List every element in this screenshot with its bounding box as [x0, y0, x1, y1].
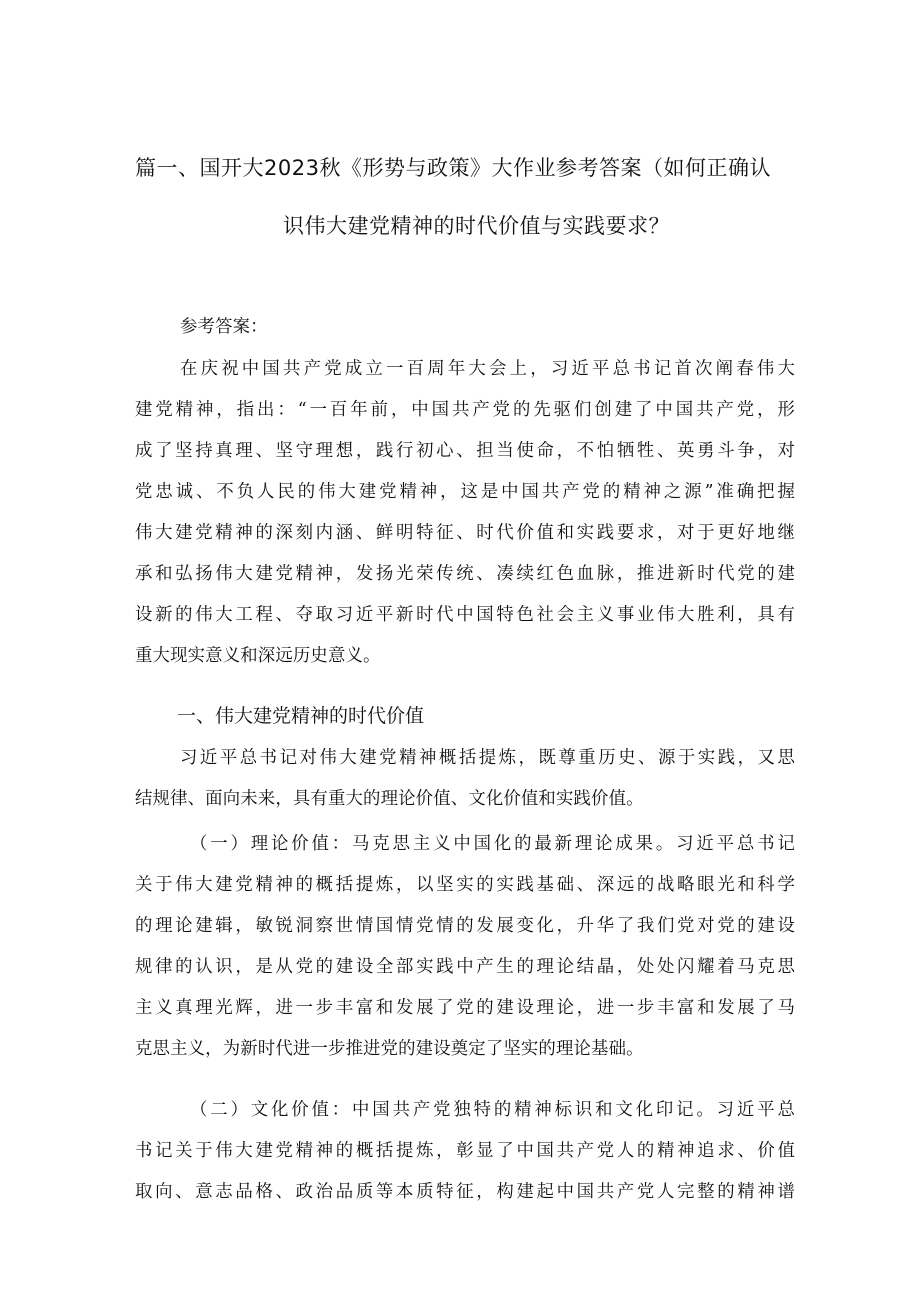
- section-heading: 一、伟大建党精神的时代价值: [177, 705, 425, 727]
- paragraph-line: 关于伟大建党精神的概括提炼，以坚实的实践基础、深远的战略眼光和科学: [135, 875, 795, 895]
- document-title-line-1: 篇一、国开大2023秋《形势与政策》大作业参考答案（如何正确认: [135, 156, 771, 180]
- paragraph-line: 克思主义，为新时代进一步推进党的建设奠定了坚实的理论基础。: [135, 1039, 644, 1059]
- document-title-line-2: 识伟大建党精神的时代价值与实践要求？: [283, 214, 670, 238]
- paragraph-line: 书记关于伟大建党精神的概括提炼，彰显了中国共产党人的精神追求、价值: [135, 1141, 795, 1161]
- paragraph-line: 成了坚持真理、坚守理想，践行初心、担当使命，不怕牺牲、英勇斗争，对: [135, 441, 795, 461]
- paragraph-line: 规律的认识，是从党的建设全部实践中产生的理论结晶，处处闪耀着马克思: [135, 957, 795, 977]
- paragraph-line: （一）理论价值：马克思主义中国化的最新理论成果。习近平总书记: [190, 834, 795, 854]
- paragraph-line: 在庆祝中国共产党成立一百周年大会上，习近平总书记首次阐春伟大: [180, 359, 795, 379]
- answer-label: 参考答案：: [180, 317, 268, 337]
- paragraph-line: 党忠诚、不负人民的伟大建党精神，这是中国共产党的精神之源”准确把握: [135, 482, 795, 502]
- paragraph-line: 重大现实意义和深远历史意义。: [135, 646, 381, 666]
- paragraph-line: 结规律、面向未来，具有重大的理论价值、文化价值和实践价值。: [135, 789, 644, 809]
- paragraph-line: 的理论建辑，敏锐洞察世情国情党情的发展变化，升华了我们党对党的建设: [135, 916, 795, 936]
- paragraph-line: 主义真理光辉，进一步丰富和发展了党的建设理论，进一步丰富和发展了马: [135, 998, 795, 1018]
- paragraph-line: 习近平总书记对伟大建党精神概括提炼，既尊重历史、源于实践，又思: [180, 748, 795, 768]
- paragraph-line: 设新的伟大工程、夺取习近平新时代中国特色社会主义事业伟大胜利，具有: [135, 605, 795, 625]
- paragraph-line: 建党精神，指出：“一百年前，中国共产党的先驱们创建了中国共产党，形: [135, 400, 795, 420]
- paragraph-line: 伟大建党精神的深刻内涵、鲜明特征、时代价值和实践要求，对于更好地继: [135, 523, 795, 543]
- paragraph-line: （二）文化价值：中国共产党独特的精神标识和文化印记。习近平总: [190, 1100, 795, 1120]
- paragraph-line: 承和弘扬伟大建党精神，发扬光荣传统、凑续红色血脉，推进新时代党的建: [135, 564, 795, 584]
- paragraph-line: 取向、意志品格、政治品质等本质特征，构建起中国共产党人完整的精神谱: [135, 1182, 795, 1202]
